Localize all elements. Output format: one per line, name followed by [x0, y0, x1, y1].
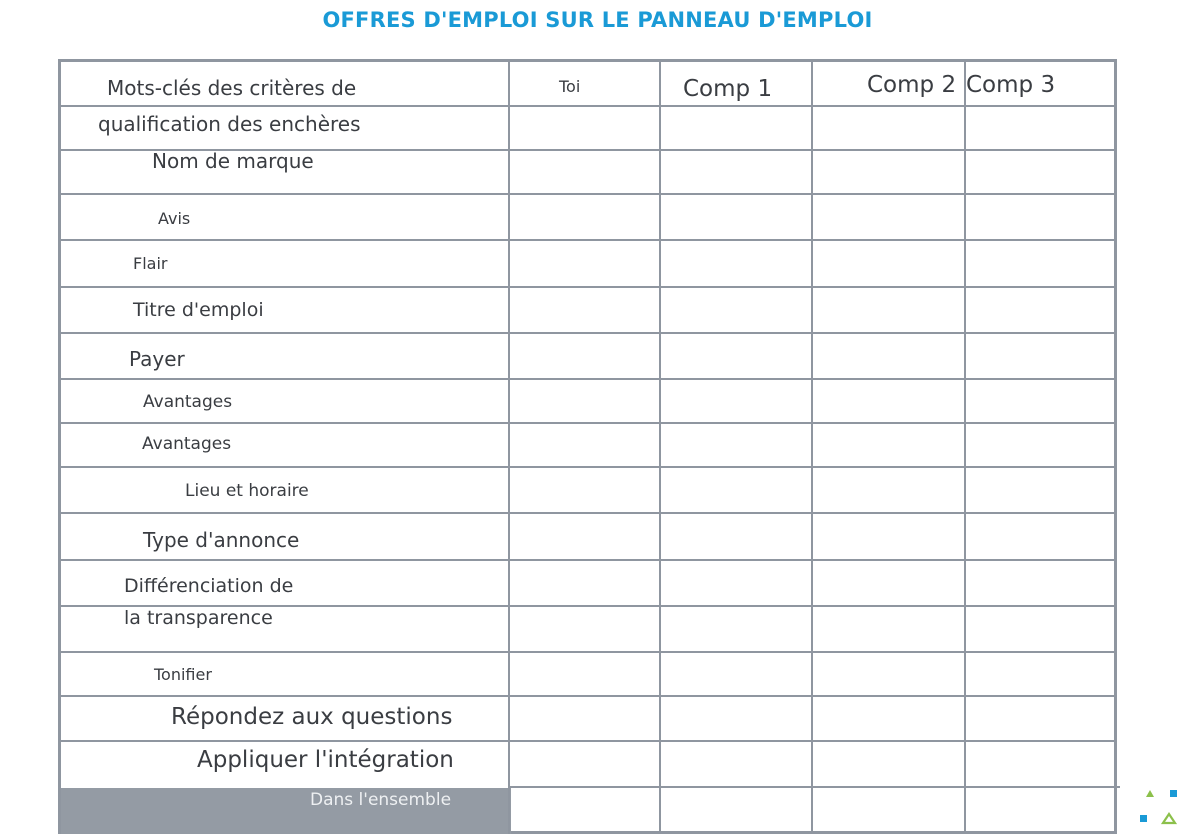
row-divider	[61, 740, 1114, 742]
column-divider	[659, 62, 661, 834]
row-divider	[61, 332, 1114, 334]
page-title: OFFRES D'EMPLOI SUR LE PANNEAU D'EMPLOI	[322, 8, 873, 32]
row-divider	[61, 105, 1114, 107]
row-label-flair: Flair	[133, 254, 168, 273]
row-label-transparency-line1: Différenciation de	[124, 575, 294, 597]
row-label-pay: Payer	[129, 347, 185, 371]
row-label-overall: Dans l'ensemble	[310, 790, 452, 810]
column-divider	[811, 62, 813, 834]
row-label-apply-integration: Appliquer l'intégration	[197, 747, 454, 773]
row-label-ad-type: Type d'annonce	[143, 528, 300, 552]
row-divider	[61, 466, 1114, 468]
criteria-header-line2: qualification des enchères	[98, 112, 361, 136]
row-divider	[61, 193, 1114, 195]
row-label-answer-questions: Répondez aux questions	[171, 704, 453, 730]
row-label-benefits-2: Avantages	[142, 434, 232, 454]
row-divider	[61, 378, 1114, 380]
row-divider	[61, 286, 1114, 288]
row-divider	[61, 512, 1114, 514]
row-label-brand-name: Nom de marque	[152, 149, 314, 173]
column-divider	[964, 62, 966, 834]
column-divider	[508, 62, 510, 834]
row-label-tone: Tonifier	[154, 665, 212, 684]
comparison-table	[58, 59, 1117, 834]
row-label-reviews: Avis	[158, 209, 191, 228]
row-label-location-schedule: Lieu et horaire	[185, 481, 309, 501]
row-divider	[61, 695, 1114, 697]
column-header-comp1: Comp 1	[683, 76, 773, 102]
row-divider	[61, 422, 1114, 424]
row-divider	[61, 239, 1114, 241]
row-divider	[61, 651, 1114, 653]
row-label-job-title: Titre d'emploi	[133, 299, 264, 321]
column-header-you: Toi	[559, 77, 581, 96]
column-header-comp3: Comp 3	[966, 72, 1056, 98]
criteria-header-line1: Mots-clés des critères de	[107, 76, 357, 100]
row-label-transparency-line2: la transparence	[124, 607, 273, 629]
row-divider	[61, 559, 1114, 561]
row-label-benefits-1: Avantages	[143, 392, 233, 412]
column-header-comp2: Comp 2	[867, 72, 957, 98]
row-divider	[508, 786, 1120, 788]
decorative-shapes-icon	[1140, 786, 1177, 830]
